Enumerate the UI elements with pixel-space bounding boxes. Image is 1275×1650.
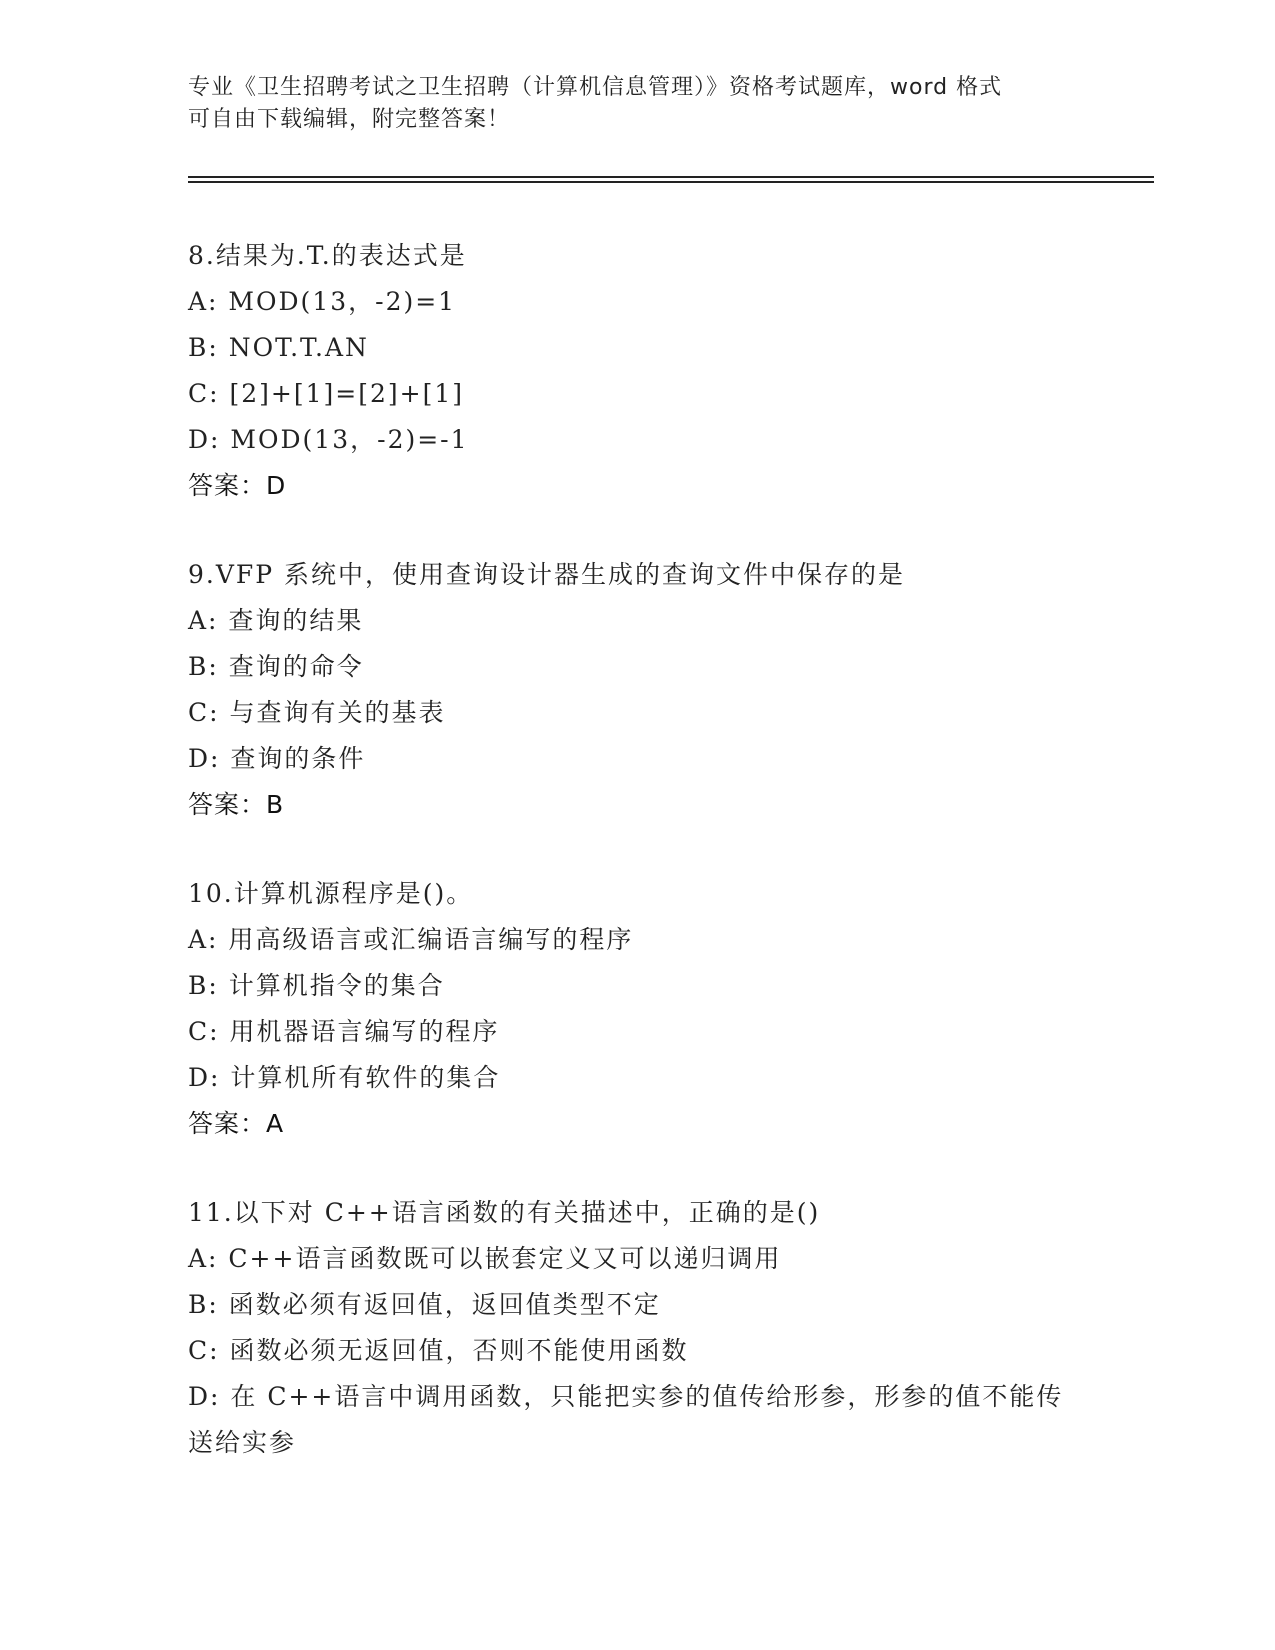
header-divider-bottom	[188, 181, 1154, 183]
question-stem: 8.结果为.T.的表达式是	[188, 241, 467, 270]
header-divider-top	[188, 176, 1154, 178]
option-d: D: 计算机所有软件的集合	[188, 1063, 501, 1092]
option-c: C: 函数必须无返回值，否则不能使用函数	[188, 1336, 689, 1365]
question-stem: 9.VFP 系统中，使用查询设计器生成的查询文件中保存的是	[188, 560, 906, 589]
option-b: B: 函数必须有返回值，返回值类型不定	[188, 1290, 661, 1319]
header-line-1: 专业《卫生招聘考试之卫生招聘（计算机信息管理）》资格考试题库，word 格式	[188, 75, 1003, 100]
answer: 答案：B	[188, 790, 285, 819]
option-a: A: 用高级语言或汇编语言编写的程序	[188, 925, 634, 954]
option-b: B: NOT.T.AN	[188, 333, 369, 362]
option-d: D: 查询的条件	[188, 744, 366, 773]
option-b: B: 查询的命令	[188, 652, 364, 681]
option-d: D: 在 C++语言中调用函数，只能把实参的值传给形参，形参的值不能传送给实参	[188, 1382, 1064, 1457]
option-a: A: C++语言函数既可以嵌套定义又可以递归调用	[188, 1244, 782, 1273]
document-header	[188, 72, 1078, 136]
question-9	[188, 552, 1088, 828]
header-line-2: 可自由下载编辑，附完整答案！	[188, 107, 511, 132]
option-c: C: 用机器语言编写的程序	[188, 1017, 500, 1046]
question-10	[188, 871, 1088, 1147]
option-a: A: 查询的结果	[188, 606, 364, 635]
question-8	[188, 233, 1088, 509]
answer: 答案：D	[188, 471, 287, 500]
option-c: C: 与查询有关的基表	[188, 698, 446, 727]
question-stem: 10.计算机源程序是()。	[188, 879, 474, 908]
question-11	[188, 1190, 1088, 1466]
option-c: C: [2]+[1]=[2]+[1]	[188, 379, 464, 408]
question-stem: 11.以下对 C++语言函数的有关描述中，正确的是()	[188, 1198, 821, 1227]
answer: 答案：A	[188, 1109, 285, 1138]
option-b: B: 计算机指令的集合	[188, 971, 445, 1000]
option-a: A: MOD(13，-2)=1	[188, 287, 457, 316]
option-d: D: MOD(13，-2)=-1	[188, 425, 469, 454]
